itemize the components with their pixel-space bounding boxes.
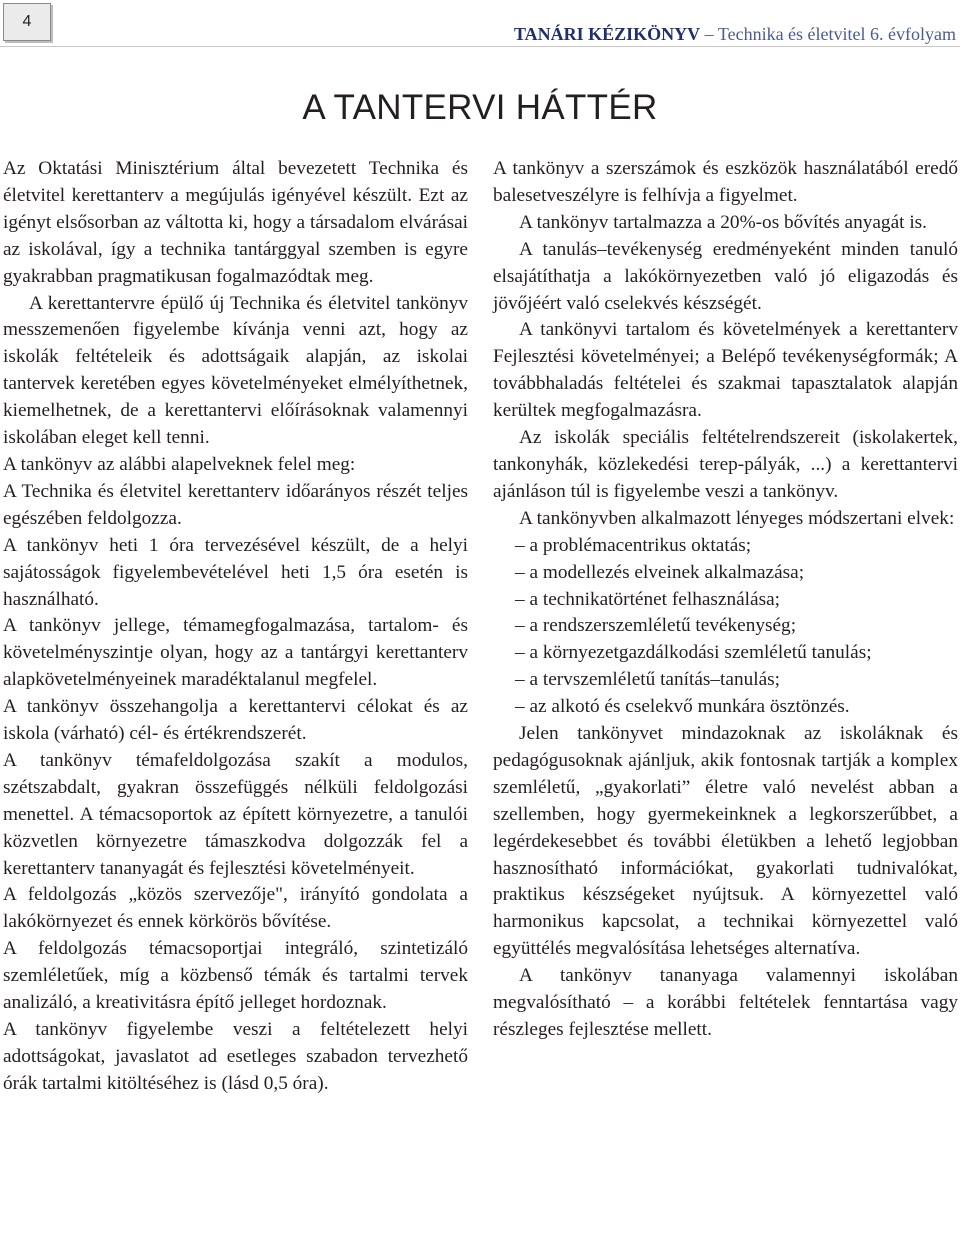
paragraph: A feldolgozás témacsoportjai integráló, szintetizáló szemléletűek, míg a közbenső témák és tartalmi tervek analizáló, a kreativitásra építő jelleget hordoznak. [3, 938, 468, 1014]
list-item: – a modellezés elveinek alkalmazása; [515, 561, 805, 583]
paragraph: A tankönyv heti 1 óra tervezésével készült, de a helyi sajátosságok figyelembevételével heti 1,5 óra esetén is használható. [3, 534, 468, 610]
paragraph: A tankönyvi tartalom és követelmények a kerettanterv Fejlesztési követelményei; a Belépő tevékenységformák; A továbbhaladás feltételei és szakmai tapasztalatok alapján kerültek megfogalmazásra. [493, 319, 958, 422]
book-title: TANÁRI KÉZIKÖNYV [513, 24, 701, 44]
right-column [493, 156, 958, 1044]
book-subtitle: – Technika és életvitel 6. évfolyam [700, 24, 956, 44]
page-title: A TANTERVI HÁTTÉR [302, 88, 658, 127]
running-header [514, 24, 956, 44]
header-divider [0, 46, 960, 47]
list-item: – a technikatörténet felhasználása; [515, 588, 780, 610]
paragraph: A tankönyv témafeldolgozása szakít a modulos, szétszabdalt, gyakran összefüggés nélküli feldolgozási menettel. A témacsoportok az épített környezetre, a tanulói közvetlen környezetre támaszkodva dolgozzák fel a kerettanterv tananyagát és fejlesztési követelményeit. [3, 749, 468, 879]
paragraph: Az Oktatási Minisztérium által bevezetett Technika és életvitel kerettanterv a megújulás igényével készült. Ezt az igényt elsősorban az váltotta ki, hogy a társadalom elvárásai az iskolával, így a technika tantárggyal szemben is egyre gyakrabban pragmatikusan fogalmazódtak meg. [3, 158, 468, 287]
left-column [3, 156, 468, 1098]
list-item: – az alkotó és cselekvő munkára ösztönzés. [515, 696, 850, 718]
paragraph: A tankönyv összehangolja a kerettantervi célokat és az iskola (várható) cél- és értékrendszerét. [3, 696, 468, 745]
paragraph: A Technika és életvitel kerettanterv időarányos részét teljes egészében feldolgozza. [3, 480, 468, 529]
paragraph: A tankönyv tananyaga valamennyi iskolában megvalósítható – a korábbi feltételek fenntartása vagy részleges fejlesztése mellett. [493, 965, 958, 1040]
paragraph: Jelen tankönyvet mindazoknak az iskoláknak és pedagógusoknak ajánljuk, akik fontosnak tartják a komplex szemléletű, „gyakorlati” életre való nevelést abban a szellemben, hogy gyermekeinknek a legkorszerűbbet, a legérdekesebbet és további életükben a lehető legjobban hasznosítható információkat, gyakorlati tudnivalókat, praktikus készségeket nyújtsuk. A környezettel való harmonikus kapcsolat, a technikai környezettel való együttélés megvalósítása lehetséges alternatíva. [493, 723, 958, 960]
list-item: – a tervszemléletű tanítás–tanulás; [515, 669, 781, 691]
methodology-list [493, 533, 958, 721]
paragraph: A tankönyv a szerszámok és eszközök használatából eredő balesetveszélyre is felhívja a figyelmet. [493, 158, 958, 206]
paragraph: A tanulás–tevékenység eredményeként minden tanuló elsajátíthatja a lakókörnyezetben való jó eligazodás és jövőjéért való cselekvés készségét. [493, 238, 958, 314]
list-item: – a környezetgazdálkodási szemléletű tanulás; [515, 642, 872, 664]
list-item: – a problémacentrikus oktatás; [515, 534, 752, 556]
paragraph: A tankönyv tartalmazza a 20%-os bővítés anyagát is. [519, 211, 927, 233]
paragraph: A tankönyvben alkalmazott lényeges módszertani elvek: [519, 507, 955, 529]
paragraph: Az iskolák speciális feltételrendszereit (iskolakertek, tankonyhák, közlekedési terep-pályák, ...) a kerettantervi ajánláson túl is figyelembe veszi a tankönyv. [493, 427, 958, 502]
paragraph: A tankönyv az alábbi alapelveknek felel meg: [3, 453, 356, 475]
paragraph: A tankönyv figyelembe veszi a feltételezett helyi adottságokat, javaslatot ad esetleges szabadon tervezhető órák tartalmi kitöltéséhez is (lásd 0,5 óra). [3, 1019, 468, 1094]
paragraph: A kerettantervre épülő új Technika és életvitel tankönyv messzemenően figyelembe kívánja venni azt, hogy az iskolák feltételeik és adottságaik alapján, az iskolai tantervek keretében egyes követelményeket elmélyíthetnek, kiemelhetnek, de a kerettantervi előírásoknak valamennyi iskolában eleget kell tenni. [3, 292, 468, 449]
paragraph: A feldolgozás „közös szervezője", irányító gondolata a lakókörnyezet és ennek körkörös bővítése. [3, 884, 468, 933]
page-number: 4 [3, 3, 51, 41]
list-item: – a rendszerszemléletű tevékenység; [515, 615, 797, 637]
paragraph: A tankönyv jellege, témamegfogalmazása, tartalom- és követelményszintje olyan, hogy az a tantárgyi kerettanterv alapkövetelményeinek maradéktalanul megfelel. [3, 615, 468, 691]
